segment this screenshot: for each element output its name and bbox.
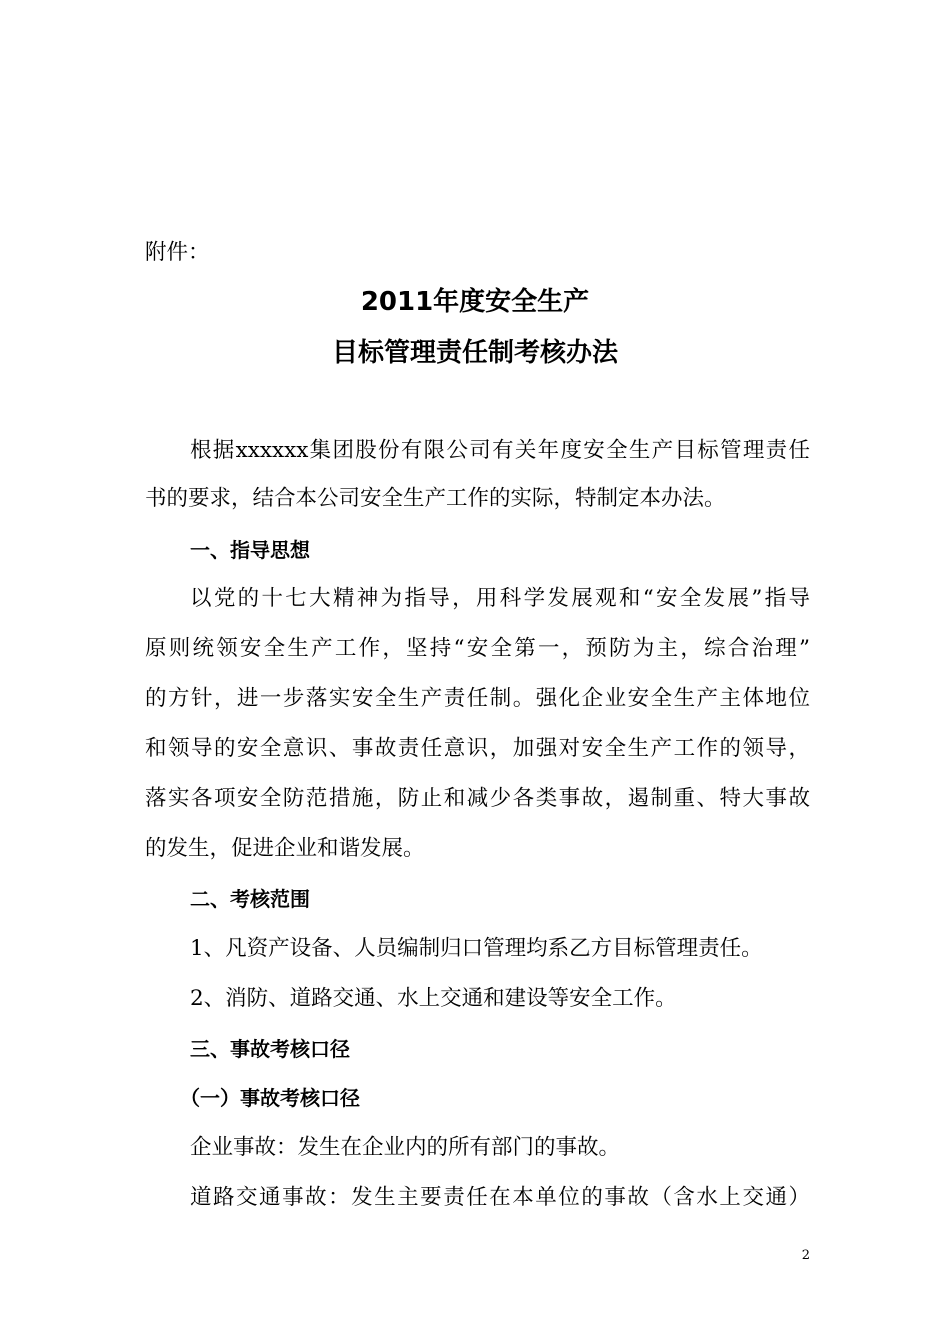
section-1-paragraph-line-6: 的发生，促进企业和谐发展。 — [145, 836, 425, 861]
section-2-heading: 二、考核范围 — [190, 887, 310, 911]
section-3-line-1: 企业事故：发生在企业内的所有部门的事故。 — [190, 1135, 621, 1160]
intro-paragraph-line-2: 书的要求，结合本公司安全生产工作的实际，特制定本办法。 — [145, 486, 726, 511]
attachment-label: 附件： — [145, 240, 210, 265]
section-2-item-2: 2、消防、道路交通、水上交通和建设等安全工作。 — [190, 986, 677, 1011]
section-1-paragraph-line-5: 落实各项安全防范措施，防止和减少各类事故，遏制重、特大事故 — [145, 786, 810, 811]
section-3-subheading-1: （一）事故考核口径 — [180, 1086, 360, 1110]
section-1-paragraph-line-4: 和领导的安全意识、事故责任意识，加强对安全生产工作的领导， — [145, 736, 810, 761]
section-1-paragraph-line-3: 的方针，进一步落实安全生产责任制。强化企业安全生产主体地位 — [145, 686, 810, 711]
intro-paragraph-line-1: 根据xxxxxx集团股份有限公司有关年度安全生产目标管理责任 — [190, 438, 810, 463]
section-3-heading: 三、事故考核口径 — [190, 1037, 350, 1061]
document-title-line-1: 2011年度安全生产 — [360, 287, 590, 317]
section-1-heading: 一、指导思想 — [190, 538, 310, 562]
page-number: 2 — [801, 1248, 810, 1263]
section-2-item-1: 1、凡资产设备、人员编制归口管理均系乙方目标管理责任。 — [190, 936, 763, 961]
document-title-line-2: 目标管理责任制考核办法 — [331, 338, 618, 368]
section-1-paragraph-line-1: 以党的十七大精神为指导，用科学发展观和“安全发展”指导 — [190, 586, 810, 611]
section-3-line-2: 道路交通事故：发生主要责任在本单位的事故（含水上交通） — [190, 1185, 810, 1210]
section-1-paragraph-line-2: 原则统领安全生产工作，坚持“安全第一，预防为主，综合治理” — [145, 636, 810, 661]
